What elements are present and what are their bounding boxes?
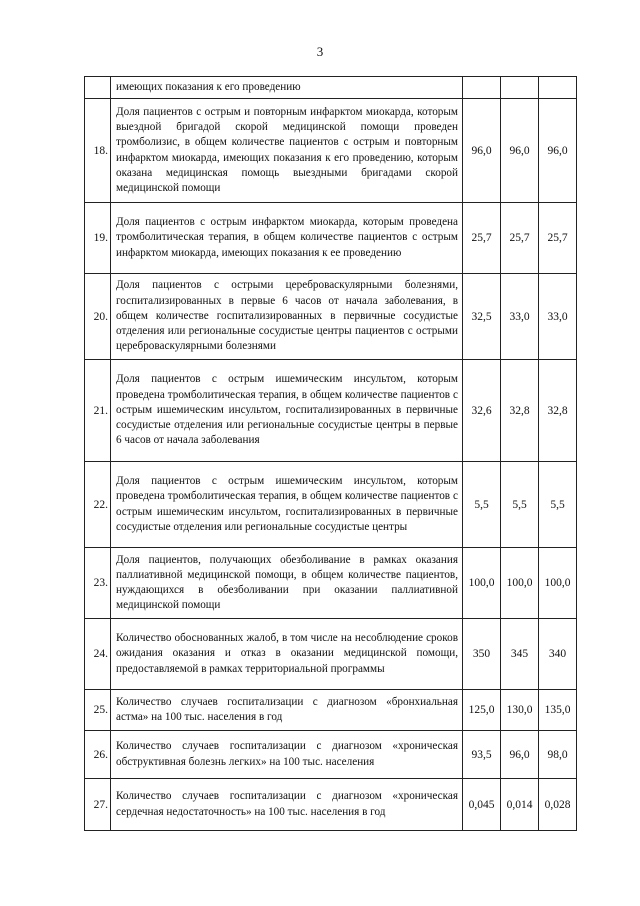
value-col-1: 125,0: [463, 690, 501, 731]
value-col-3: [539, 77, 577, 99]
row-description: Количество обоснованных жалоб, в том числе на несоблюдение сроков ожидания оказания и отказ в оказании медицинской помощи, предоставляемой в рамках территориальной программы: [111, 619, 463, 690]
value-col-1: 5,5: [463, 462, 501, 548]
value-col-2: [501, 77, 539, 99]
row-description: Доля пациентов с острым и повторным инфарктом миокарда, которым выездной бригадой скорой медицинской помощи проведен тромболизис, в общем количестве пациентов с острым и повторным инфарктом миокарда, имеющих показания к его проведению, которым оказана медицинская помощь выездными бригадами скорой медицинской помощи: [111, 99, 463, 203]
value-col-3: 25,7: [539, 203, 577, 274]
row-description: Количество случаев госпитализации с диагнозом «хроническая сердечная недостаточность» на 100 тыс. населения в год: [111, 779, 463, 831]
value-col-3: 5,5: [539, 462, 577, 548]
row-number: 21.: [85, 360, 111, 462]
table-row-continuation: [85, 77, 577, 99]
value-col-2: 130,0: [501, 690, 539, 731]
row-description: имеющих показания к его проведению: [111, 77, 463, 99]
row-number: 25.: [85, 690, 111, 731]
table-row: [85, 548, 577, 619]
row-description: Доля пациентов с острым ишемическим инсультом, которым проведена тромболитическая терапия, в общем количестве пациентов с острым ишемическим инсультом, госпитализированных в первичные сосудистые отделения или региональные сосудистые центры в первые 6 часов от начала заболевания: [111, 360, 463, 462]
value-col-3: 0,028: [539, 779, 577, 831]
row-description: Доля пациентов с острым ишемическим инсультом, которым проведена тромболитическая терапия, в общем количестве пациентов с острым ишемическим инсультом, госпитализированных в первичные сосудистые отделения или региональные сосудистые центры: [111, 462, 463, 548]
row-number: 20.: [85, 274, 111, 360]
value-col-2: 33,0: [501, 274, 539, 360]
value-col-2: 32,8: [501, 360, 539, 462]
table-row: [85, 779, 577, 831]
value-col-1: 0,045: [463, 779, 501, 831]
value-col-2: 25,7: [501, 203, 539, 274]
row-description: Доля пациентов с острым инфарктом миокарда, которым проведена тромболитическая терапия, в общем количестве пациентов с острым инфарктом миокарда, имеющих показания к ее проведению: [111, 203, 463, 274]
value-col-3: 340: [539, 619, 577, 690]
row-number: 23.: [85, 548, 111, 619]
table-row: [85, 203, 577, 274]
row-number: 27.: [85, 779, 111, 831]
value-col-3: 96,0: [539, 99, 577, 203]
row-number: [85, 77, 111, 99]
table-row: [85, 99, 577, 203]
value-col-1: 350: [463, 619, 501, 690]
value-col-2: 5,5: [501, 462, 539, 548]
table-row: [85, 274, 577, 360]
table-row: [85, 462, 577, 548]
value-col-1: 96,0: [463, 99, 501, 203]
row-number: 26.: [85, 731, 111, 779]
value-col-3: 100,0: [539, 548, 577, 619]
row-description: Доля пациентов с острыми цереброваскулярными болезнями, госпитализированных в первые 6 часов от начала заболевания, в общем количестве госпитализированных в первичные сосудистые отделения или региональные сосудистые центры пациентов с острыми цереброваскулярными болезнями: [111, 274, 463, 360]
value-col-2: 96,0: [501, 731, 539, 779]
page-number: 3: [316, 44, 324, 59]
value-col-1: 32,6: [463, 360, 501, 462]
table-row: [85, 690, 577, 731]
value-col-3: 135,0: [539, 690, 577, 731]
table-row: [85, 619, 577, 690]
table-row: [85, 360, 577, 462]
value-col-1: 93,5: [463, 731, 501, 779]
value-col-1: 25,7: [463, 203, 501, 274]
value-col-1: [463, 77, 501, 99]
indicators-table: [84, 76, 577, 831]
row-number: 18.: [85, 99, 111, 203]
row-description: Количество случаев госпитализации с диагнозом «бронхиальная астма» на 100 тыс. населения в год: [111, 690, 463, 731]
value-col-3: 98,0: [539, 731, 577, 779]
value-col-1: 100,0: [463, 548, 501, 619]
value-col-1: 32,5: [463, 274, 501, 360]
value-col-2: 345: [501, 619, 539, 690]
row-description: Количество случаев госпитализации с диагнозом «хроническая обструктивная болезнь легких» на 100 тыс. населения: [111, 731, 463, 779]
value-col-2: 96,0: [501, 99, 539, 203]
value-col-3: 32,8: [539, 360, 577, 462]
value-col-2: 0,014: [501, 779, 539, 831]
table-row: [85, 731, 577, 779]
value-col-2: 100,0: [501, 548, 539, 619]
row-number: 24.: [85, 619, 111, 690]
value-col-3: 33,0: [539, 274, 577, 360]
row-number: 19.: [85, 203, 111, 274]
row-description: Доля пациентов, получающих обезболивание в рамках оказания паллиативной медицинской помощи, в общем количестве пациентов, нуждающихся в обезболивании при оказании паллиативной медицинской помощи: [111, 548, 463, 619]
row-number: 22.: [85, 462, 111, 548]
